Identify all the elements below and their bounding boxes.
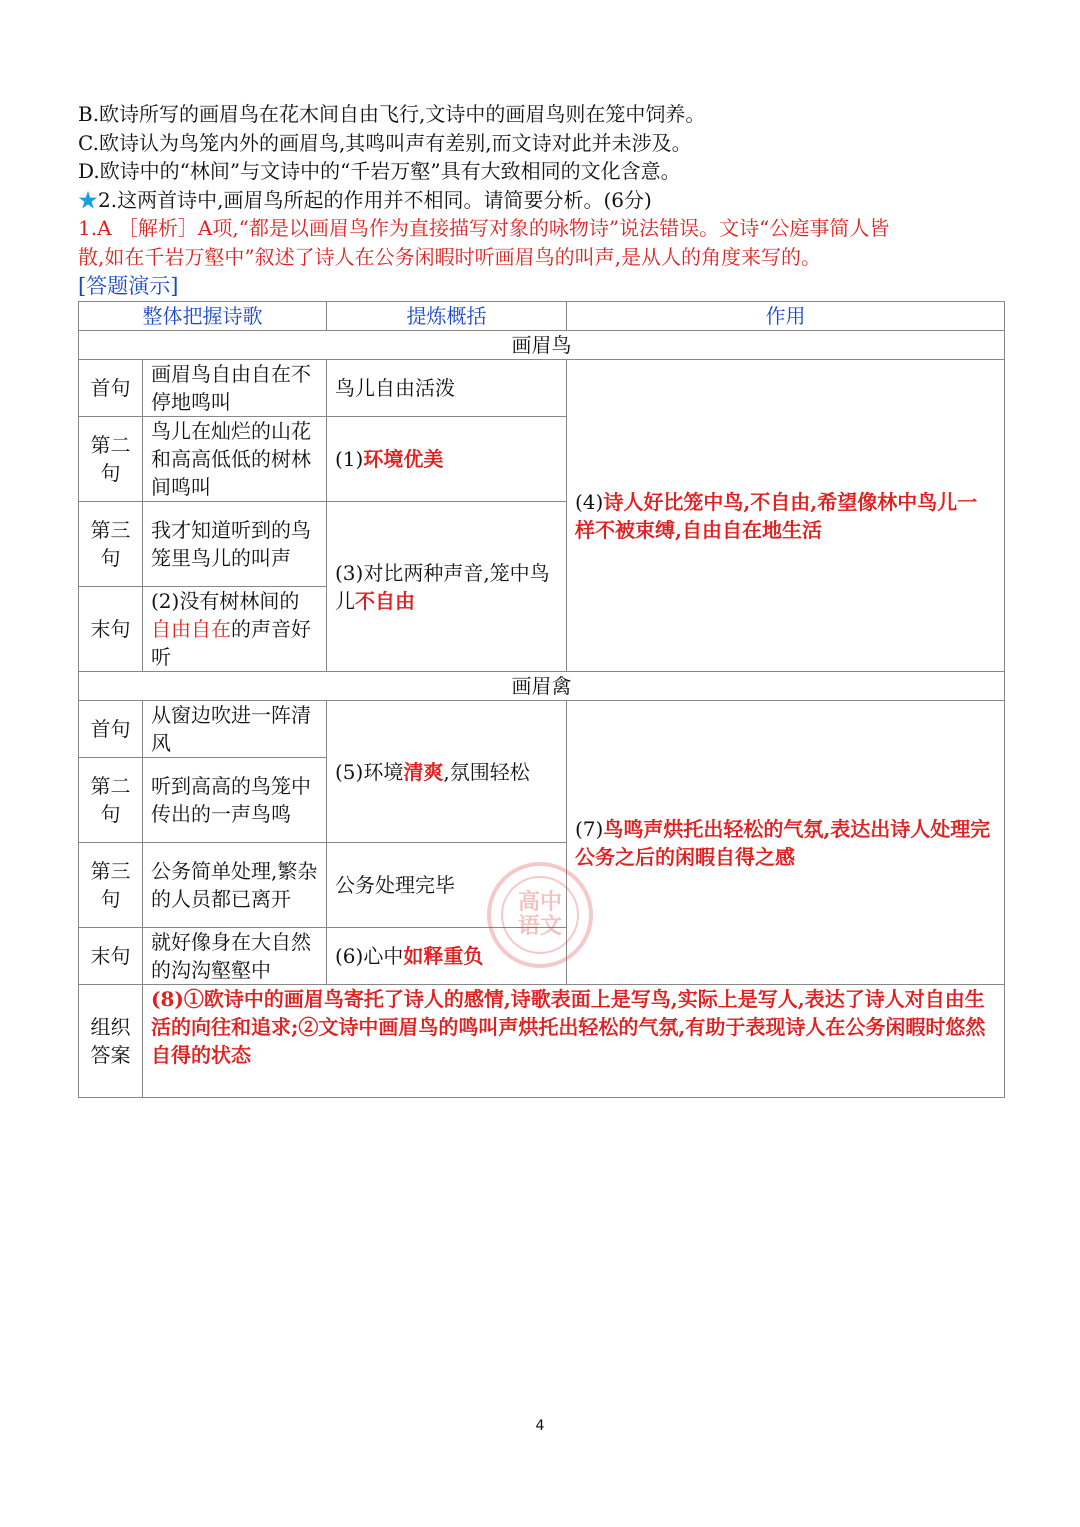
poem2-row3-summary: 公务处理完毕 bbox=[327, 843, 567, 928]
answer-1-line-1: 1.A ［解析］A项,“都是以画眉鸟作为直接描写对象的咏物诗”说法错误。文诗“公庭事简人皆 bbox=[78, 216, 890, 240]
poem1-row3-content: 我才知道听到的鸟笼里鸟儿的叫声 bbox=[143, 502, 327, 587]
answer-table bbox=[78, 301, 1005, 1098]
seal-inner-ring bbox=[501, 876, 579, 954]
final-answer-text: (8)①欧诗中的画眉鸟寄托了诗人的感情,诗歌表面上是写鸟,实际上是写人,表达了诗人对自由生活的向往和追求;②文诗中画眉鸟的鸣叫声烘托出轻松的气氛,有助于表现诗人在公务闲暇时悠然自得的状态 bbox=[151, 987, 986, 1067]
header-effect: 作用 bbox=[567, 302, 1005, 331]
poem2-row3-label: 第三句 bbox=[79, 843, 143, 928]
poem1-row2-summary-red: 环境优美 bbox=[363, 447, 444, 471]
poem2-row4-label: 末句 bbox=[79, 928, 143, 985]
poem2-row12-summary-prefix: (5)环境 bbox=[335, 759, 404, 784]
watermark-seal bbox=[487, 862, 593, 968]
poem1-row34-summary-red: 不自由 bbox=[355, 588, 415, 613]
poem2-row12-summary-suffix: ,氛围轻松 bbox=[443, 759, 530, 784]
question-2 bbox=[78, 186, 1004, 215]
final-answer bbox=[143, 985, 1005, 1098]
poem1-effect bbox=[567, 360, 1005, 672]
option-b: B.欧诗所写的画眉鸟在花木间自由飞行,文诗中的画眉鸟则在笼中饲养。 bbox=[78, 102, 706, 126]
seal-text-line2: 语文 bbox=[517, 914, 562, 939]
poem1-row1-label: 首句 bbox=[79, 360, 143, 417]
poem1-row4-label: 末句 bbox=[79, 587, 143, 672]
poem2-row4-summary-prefix: (6)心中 bbox=[335, 944, 404, 968]
seal-text-line1: 高中 bbox=[517, 890, 562, 915]
poem1-row2-summary-prefix: (1) bbox=[335, 447, 364, 471]
poem1-row4-content-prefix: (2)没有树林间的 bbox=[151, 589, 300, 613]
section-title: [答题演示] bbox=[78, 274, 179, 298]
poem1-row1-content: 画眉鸟自由自在不停地鸣叫 bbox=[143, 360, 327, 417]
poem2-effect-text: 鸟鸣声烘托出轻松的气氛,表达出诗人处理完公务之后的闲暇自得之感 bbox=[575, 816, 991, 869]
poem2-effect-prefix: (7) bbox=[575, 816, 604, 841]
poem2-row2-content: 听到高高的鸟笼中传出的一声鸟鸣 bbox=[143, 758, 327, 843]
poem2-row2-label: 第二句 bbox=[79, 758, 143, 843]
poem2-row1-content: 从窗边吹进一阵清风 bbox=[143, 701, 327, 758]
header-summary: 提炼概括 bbox=[327, 302, 567, 331]
poem2-row12-summary-red: 清爽 bbox=[403, 759, 444, 784]
poem1-row2-label: 第二句 bbox=[79, 417, 143, 502]
poem2-effect bbox=[567, 701, 1005, 985]
poem2-row4-content: 就好像身在大自然的沟沟壑壑中 bbox=[143, 928, 327, 985]
option-d: D.欧诗中的“林间”与文诗中的“千岩万壑”具有大致相同的文化含意。 bbox=[78, 159, 681, 183]
poem1-effect-prefix: (4) bbox=[575, 489, 604, 514]
poem1-title: 画眉鸟 bbox=[79, 331, 1005, 360]
page-number: 4 bbox=[535, 1418, 545, 1434]
star-icon: ★ bbox=[78, 187, 98, 212]
poem1-row34-summary bbox=[327, 502, 567, 672]
poem2-row3-content: 公务简单处理,繁杂的人员都已离开 bbox=[143, 843, 327, 928]
poem1-row4-content bbox=[143, 587, 327, 672]
option-c: C.欧诗认为鸟笼内外的画眉鸟,其鸣叫声有差别,而文诗对此并未涉及。 bbox=[78, 130, 692, 155]
poem2-row12-summary bbox=[327, 701, 567, 843]
poem2-row1-label: 首句 bbox=[79, 701, 143, 758]
answer-1-line-2: 散,如在千岩万壑中”叙述了诗人在公务闲暇时听画眉鸟的叫声,是从人的角度来写的。 bbox=[78, 244, 821, 269]
question-2-text: 2.这两首诗中,画眉鸟所起的作用并不相同。请简要分析。(6分) bbox=[98, 187, 652, 212]
poem1-row2-content: 鸟儿在灿烂的山花和高高低低的树林间鸣叫 bbox=[143, 417, 327, 502]
poem1-row2-summary bbox=[327, 417, 567, 502]
poem2-row4-summary-red: 如释重负 bbox=[403, 944, 484, 968]
poem1-effect-text: 诗人好比笼中鸟,不自由,希望像林中鸟儿一样不被束缚,自由自在地生活 bbox=[575, 489, 978, 542]
poem2-title: 画眉禽 bbox=[79, 672, 1005, 701]
poem1-row4-content-red: 自由自在 bbox=[151, 617, 231, 641]
header-overall: 整体把握诗歌 bbox=[79, 302, 327, 331]
poem1-row34-summary-prefix: (3)对比两种声音,笼中鸟儿 bbox=[335, 560, 550, 613]
final-label: 组织答案 bbox=[79, 985, 143, 1098]
poem1-row3-label: 第三句 bbox=[79, 502, 143, 587]
poem1-row1-summary: 鸟儿自由活泼 bbox=[327, 360, 567, 417]
poem1-row4-content-suffix: 的声音好听 bbox=[151, 617, 311, 669]
